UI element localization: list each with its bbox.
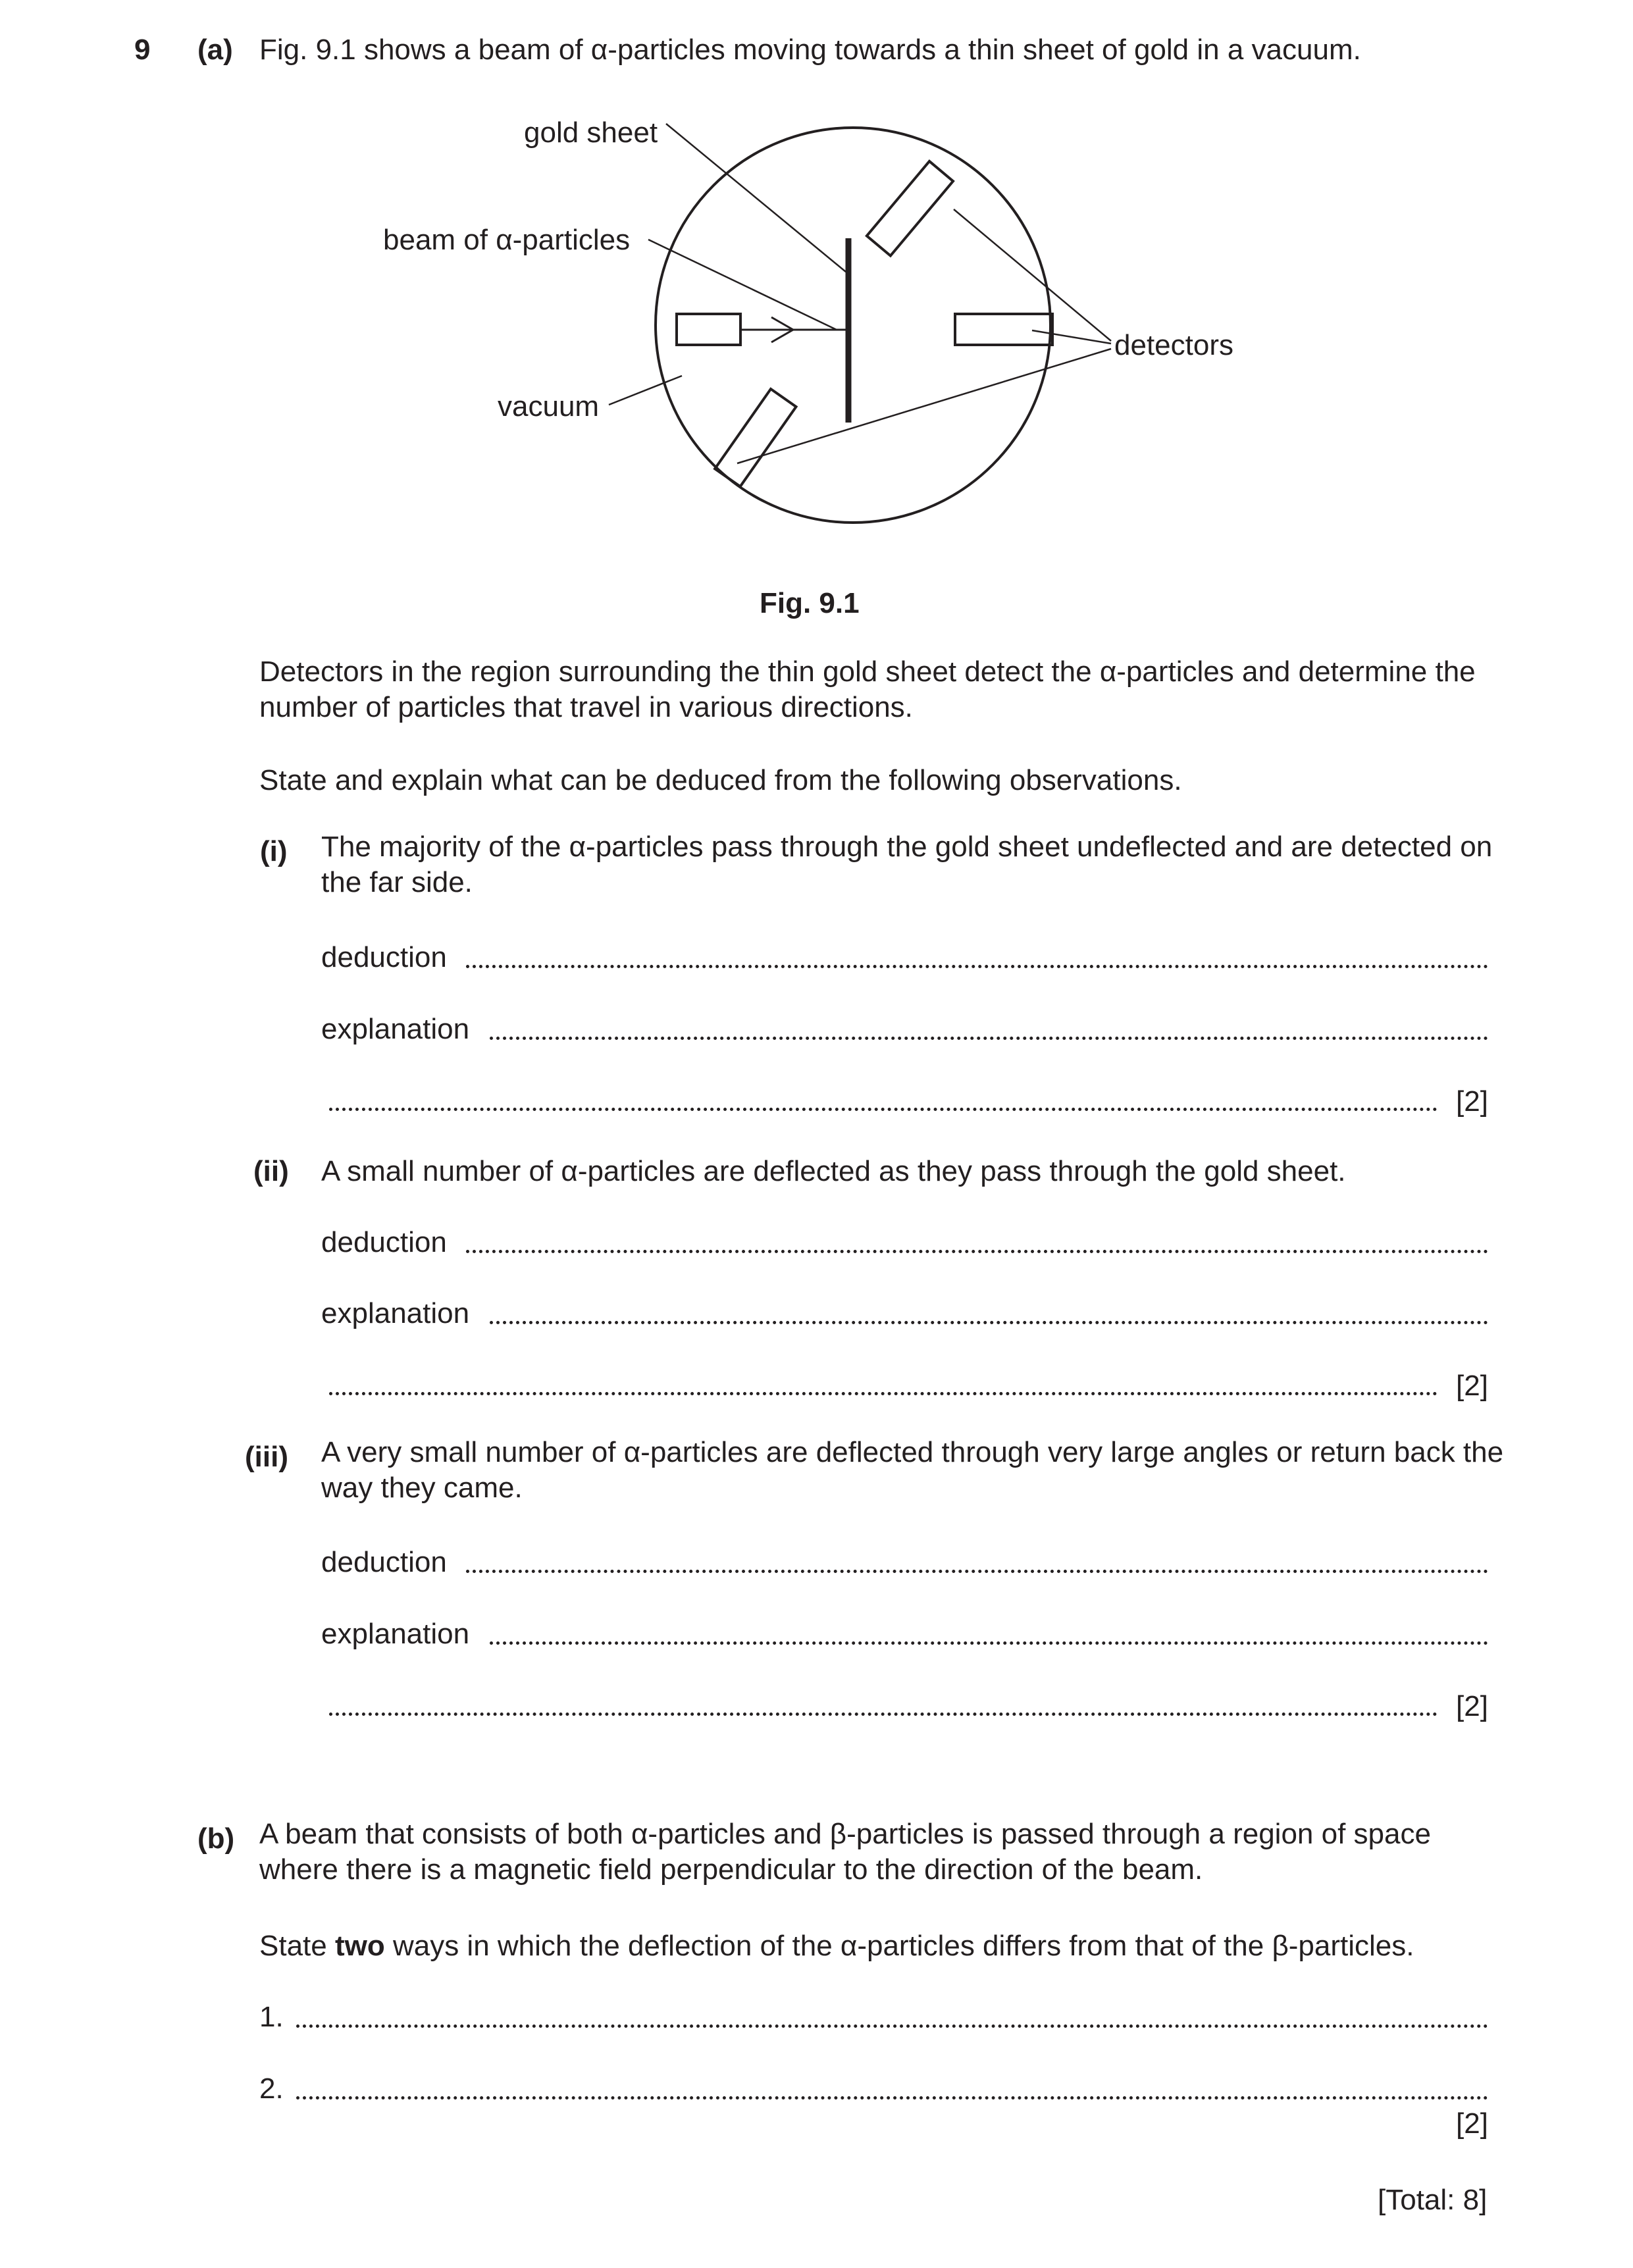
vacuum-chamber [656, 128, 1050, 523]
subpart-ii-explanation-line[interactable] [490, 1321, 1488, 1324]
subpart-iii-explanation-line[interactable] [490, 1641, 1488, 1645]
part-b-answer-2-line[interactable] [296, 2096, 1488, 2100]
subpart-ii-deduction-label: deduction [321, 1226, 447, 1258]
subpart-ii-deduction-line[interactable] [466, 1250, 1488, 1253]
subpart-i-deduction-line[interactable] [466, 965, 1488, 968]
subpart-ii-explanation-label: explanation [321, 1297, 470, 1329]
label-detectors: detectors [1114, 329, 1233, 361]
label-vacuum: vacuum [498, 390, 600, 423]
subpart-ii-label: (ii) [253, 1155, 289, 1187]
instruction-text: State and explain what can be deduced from the following observations. [259, 764, 1182, 796]
part-b-instruction-post: ways in which the deflection of the α-particles differs from that of the β-particles. [384, 1930, 1414, 1962]
part-a-label: (a) [197, 34, 233, 66]
rutherford-apparatus-diagram [0, 0, 1633, 592]
part-a-intro: Fig. 9.1 shows a beam of α-particles moving towards a thin sheet of gold in a vacuum. [259, 34, 1361, 66]
part-b-marks: [2] [1456, 2107, 1488, 2140]
part-b-answer-2-label: 2. [259, 2073, 284, 2105]
context-paragraph: Detectors in the region surrounding the thin gold sheet detect the α-particles and determine the number of particles that travel in various directions. [259, 656, 1476, 723]
subpart-ii-explanation-line-2[interactable] [329, 1392, 1438, 1395]
subpart-iii-label: (iii) [245, 1441, 288, 1473]
subpart-i-text: The majority of the α-particles pass through the gold sheet undeflected and are detected on the far side. [321, 831, 1493, 898]
detector-right [955, 314, 1052, 345]
subpart-i-label: (i) [260, 835, 288, 867]
subpart-i-explanation-label: explanation [321, 1013, 470, 1045]
subpart-ii-text: A small number of α-particles are deflected as they pass through the gold sheet. [321, 1155, 1346, 1187]
part-b-label: (b) [197, 1822, 235, 1855]
detector-bottom-left [715, 389, 796, 486]
subpart-iii-explanation-line-2[interactable] [329, 1713, 1438, 1716]
subpart-i-marks: [2] [1456, 1085, 1488, 1118]
total-marks: [Total: 8] [1378, 2184, 1488, 2216]
part-b-text: A beam that consists of both α-particles and β-particles is passed through a region of space where there is a magnetic field perpendicular to the direction of the beam. [259, 1818, 1431, 1886]
detector-leader-2 [1032, 330, 1111, 344]
part-b-answer-1-line[interactable] [296, 2024, 1488, 2028]
subpart-i-explanation-line[interactable] [490, 1037, 1488, 1040]
subpart-iii-explanation-label: explanation [321, 1618, 470, 1650]
subpart-iii-text: A very small number of α-particles are deflected through very large angles or return back the way they came. [321, 1436, 1504, 1504]
subpart-ii-marks: [2] [1456, 1370, 1488, 1402]
part-b-answer-1-label: 1. [259, 2001, 284, 2033]
subpart-iii-marks: [2] [1456, 1690, 1488, 1722]
subpart-i-deduction-label: deduction [321, 941, 447, 973]
subpart-iii-deduction-line[interactable] [466, 1570, 1488, 1573]
alpha-source [677, 314, 740, 345]
subpart-i-explanation-line-2[interactable] [329, 1108, 1438, 1111]
part-b-instruction-bold: two [334, 1930, 385, 1962]
part-b-instruction [259, 1932, 1414, 1961]
part-b-instruction-pre: State [259, 1930, 335, 1962]
label-beam: beam of α-particles [383, 224, 631, 256]
subpart-iii-deduction-label: deduction [321, 1546, 447, 1578]
gold-sheet-leader [666, 124, 846, 272]
label-gold-sheet: gold sheet [524, 116, 658, 149]
detector-leader-1 [954, 209, 1111, 341]
detector-top-right [867, 161, 953, 256]
figure-caption: Fig. 9.1 [760, 587, 860, 619]
question-number: 9 [134, 34, 151, 66]
